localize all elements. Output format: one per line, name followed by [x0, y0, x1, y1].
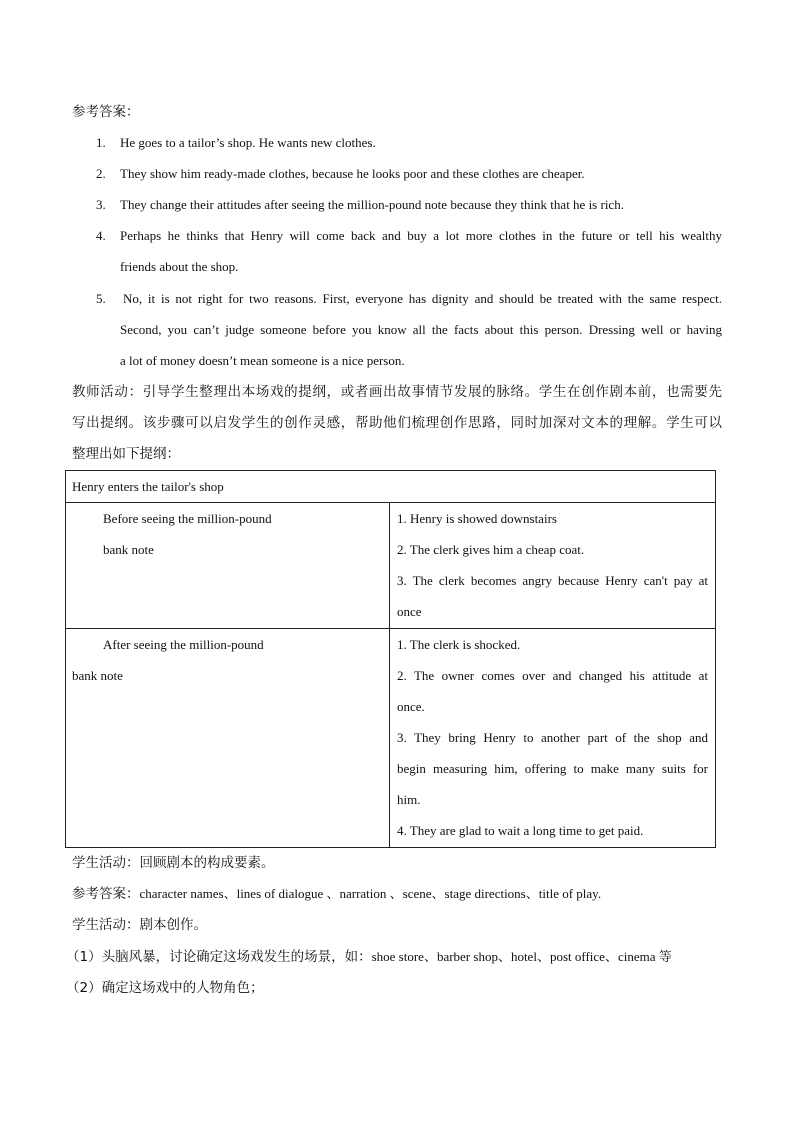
- answer-item-text: They show him ready-made clothes, because he looks poor and these clothes are cheaper.: [120, 166, 585, 181]
- answer2-line: [72, 885, 601, 903]
- event-line: him.: [397, 792, 421, 807]
- event-line: 1. The clerk is shocked.: [397, 637, 521, 652]
- stage-label-line: After seeing the million-pound: [103, 637, 264, 652]
- answer-heading: 参考答案：: [72, 104, 140, 120]
- answer-item-text-continued: Second, you can’t judge someone before you know all the facts about this person. Dressing well or having: [120, 322, 722, 337]
- stage-label-line: bank note: [103, 542, 154, 557]
- table-header-row: [66, 471, 716, 503]
- step-text: shoe store、barber shop、hotel、post office、cinema 等: [371, 949, 672, 964]
- event-line: begin measuring him, offering to make many suits for: [397, 761, 708, 776]
- event-line: once: [397, 604, 422, 619]
- teacher-activity-line: 写出提纲。该步骤可以启发学生的创作灵感，帮助他们梳理创作思路，同时加深对文本的理解。学生可以: [72, 415, 722, 431]
- table-cell-stage: [66, 503, 390, 629]
- answer2-label: 参考答案：: [72, 886, 140, 902]
- event-line: 3. The clerk becomes angry because Henry can't pay at: [397, 573, 708, 588]
- step-line: [66, 948, 672, 966]
- answer-item-number: 5.: [96, 291, 106, 306]
- answer-item-number: 4.: [96, 228, 106, 243]
- answer-item-text: He goes to a tailor’s shop. He wants new clothes.: [120, 135, 376, 150]
- outline-table: [65, 470, 716, 848]
- table-header-cell: [66, 471, 716, 503]
- answer-item-text-continued: friends about the shop.: [120, 259, 239, 274]
- event-line: 2. The owner comes over and changed his attitude at: [397, 668, 708, 683]
- event-line: 1. Henry is showed downstairs: [397, 511, 557, 526]
- answer-item-number: 2.: [96, 166, 106, 181]
- event-line: 4. They are glad to wait a long time to get paid.: [397, 823, 644, 838]
- answer-item-text-continued: a lot of money doesn’t mean someone is a nice person.: [120, 353, 405, 368]
- table-row: [66, 629, 716, 848]
- event-line: once.: [397, 699, 425, 714]
- event-line: 3. They bring Henry to another part of the shop and: [397, 730, 708, 745]
- teacher-activity-line: 整理出如下提纲：: [72, 446, 180, 462]
- answer-item-number: 1.: [96, 135, 106, 150]
- student-activity-review: 学生活动：回顾剧本的构成要素。: [72, 855, 275, 871]
- answer2-text: character names、lines of dialogue 、narration 、scene、stage directions、title of play.: [139, 886, 602, 901]
- step-label: （2）确定这场戏中的人物角色；: [66, 980, 264, 996]
- table-header-text: Henry enters the tailor's shop: [72, 479, 224, 494]
- answer-item-text: No, it is not right for two reasons. First, everyone has dignity and should be treated with the same respect.: [123, 291, 722, 306]
- table-row: [66, 503, 716, 629]
- table-cell-events: [390, 503, 716, 629]
- step-line: [66, 979, 264, 997]
- student-activity-create: 学生活动：剧本创作。: [72, 917, 207, 933]
- table-cell-stage: [66, 629, 390, 848]
- answer-item-text: Perhaps he thinks that Henry will come back and buy a lot more clothes in the future or tell his wealthy: [120, 228, 722, 243]
- step-label: （1）头脑风暴，讨论确定这场戏发生的场景，如：: [66, 949, 372, 965]
- table-cell-events: [390, 629, 716, 848]
- stage-label-line: Before seeing the million-pound: [103, 511, 272, 526]
- stage-label-line: bank note: [72, 668, 123, 683]
- answer-item-text: They change their attitudes after seeing the million-pound note because they think that he is rich.: [120, 197, 624, 212]
- event-line: 2. The clerk gives him a cheap coat.: [397, 542, 585, 557]
- answer-item-number: 3.: [96, 197, 106, 212]
- teacher-activity-line: 教师活动：引导学生整理出本场戏的提纲，或者画出故事情节发展的脉络。学生在创作剧本前，也需要先: [72, 384, 722, 400]
